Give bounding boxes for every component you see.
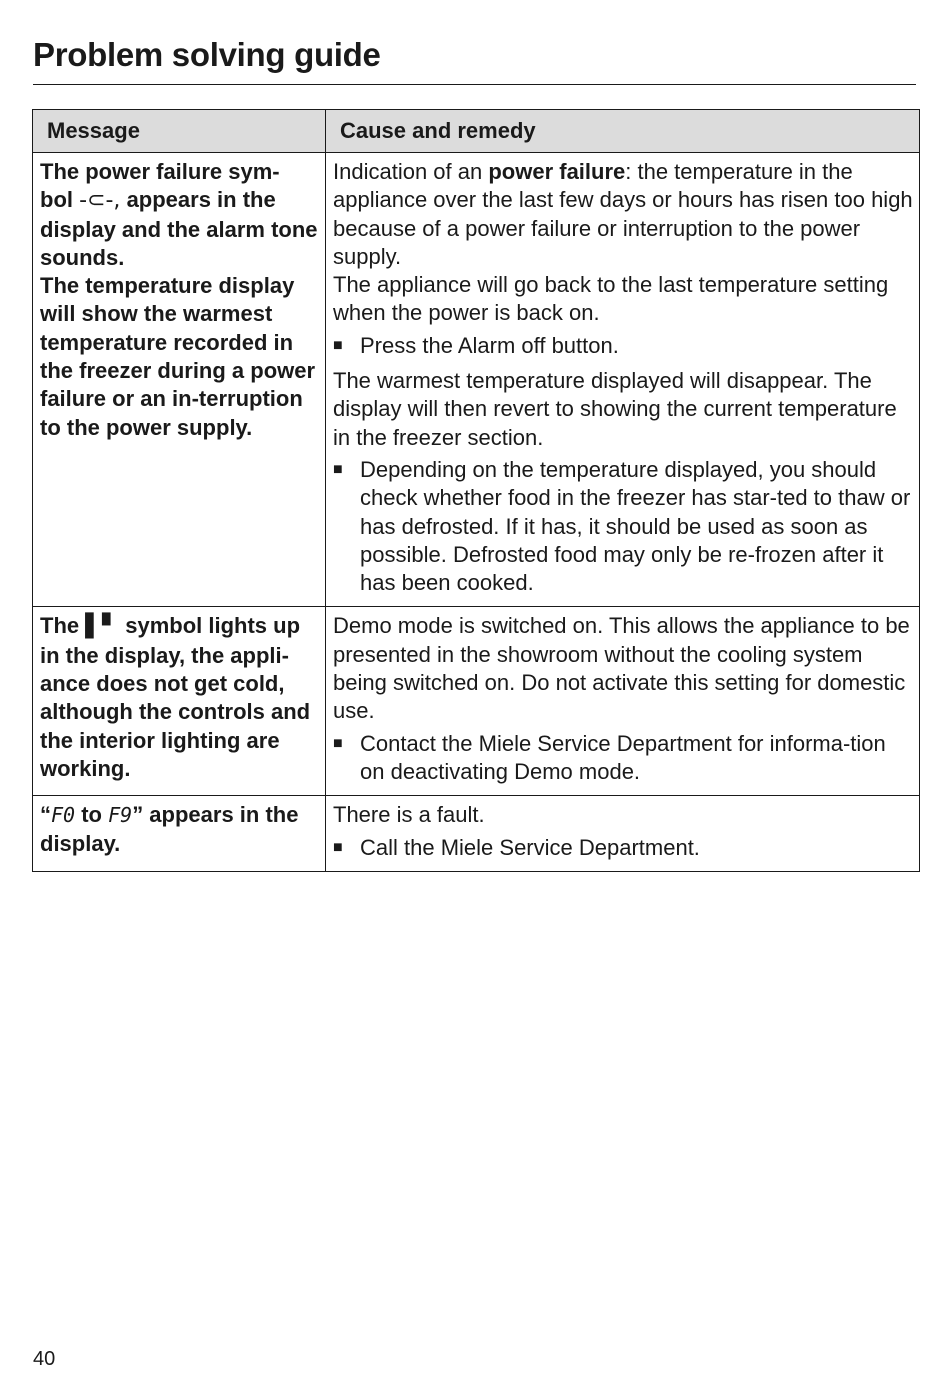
message-cell-power-failure (33, 153, 326, 607)
table-row (33, 607, 920, 796)
remedy-step (333, 730, 914, 787)
message-text: The power failure sym- (40, 159, 280, 184)
power-failure-icon: -⊂-, (79, 188, 121, 214)
cause-paragraph (333, 158, 914, 271)
remedy-text: Press the Alarm off button. (360, 332, 619, 358)
bullet-square-icon: ■ (333, 734, 343, 752)
message-cell-demo-mode (33, 607, 326, 796)
message-text: to (75, 802, 109, 828)
cause-paragraph: Demo mode is switched on. This allows the appliance to be presented in the showroom without the cooling system being switched on. Do not activate this setting for domestic use. (333, 613, 910, 724)
fault-code-start: F0 (51, 803, 76, 828)
message-text: The (40, 613, 80, 639)
fault-code-end: F9 (108, 803, 133, 828)
message-text: ” appears in the display. (40, 802, 299, 856)
message-text: symbol lights up in the display, the appli-ance does not get cold, although the controls and the interior lighting are working. (40, 613, 311, 781)
header-cause-remedy: Cause and remedy (326, 110, 920, 153)
cause-cell-power-failure (326, 153, 920, 607)
demo-mode-icon: ▌▘ (85, 614, 120, 640)
message-text: The temperature display will show the warmest temperature recorded in the freezer during a power failure or an in-terruption to the power supply. (40, 273, 316, 440)
bullet-square-icon: ■ (333, 460, 343, 478)
cause-paragraph: There is a fault. (333, 802, 485, 828)
table-row (33, 153, 920, 607)
table-row (33, 796, 920, 872)
remedy-step (333, 456, 914, 597)
cause-emphasis: power failure (488, 159, 626, 184)
bullet-square-icon: ■ (333, 838, 343, 856)
header-message: Message (33, 110, 326, 153)
remedy-text: Contact the Miele Service Department for informa-tion on deactivating Demo mode. (360, 730, 886, 784)
message-cell-fault-code (33, 796, 326, 872)
cause-paragraph: The appliance will go back to the last temperature setting when the power is back on. (333, 272, 889, 326)
bullet-square-icon: ■ (333, 336, 343, 354)
cause-text: : the temperature in the appliance over the last few days or hours has risen too high because of a power failure or interruption to the power supply. (333, 159, 913, 269)
page-title: Problem solving guide (33, 36, 381, 73)
page-number: 40 (33, 1348, 56, 1370)
remedy-step (333, 332, 914, 360)
cause-text: Indication of an (333, 159, 489, 184)
table-header-row (33, 110, 920, 153)
cause-cell-fault-code (326, 796, 920, 872)
title-rule (33, 84, 916, 85)
message-text: “ (40, 802, 51, 828)
remedy-step (333, 834, 914, 862)
message-text: bol (40, 187, 73, 213)
remedy-text: Depending on the temperature displayed, you should check whether food in the freezer has star-ted to thaw or has defrosted. If it has, it should be used as soon as possible. Defrosted food may only be re-frozen after it has been cooked. (360, 456, 911, 596)
cause-paragraph: The warmest temperature displayed will disappear. The display will then revert to showing the current temperature in the freezer section. (333, 368, 897, 450)
cause-cell-demo-mode (326, 607, 920, 796)
remedy-text: Call the Miele Service Department. (360, 834, 700, 860)
message-text: appears in the display and the alarm tone sounds. (40, 187, 318, 270)
problem-solving-table (32, 109, 920, 872)
